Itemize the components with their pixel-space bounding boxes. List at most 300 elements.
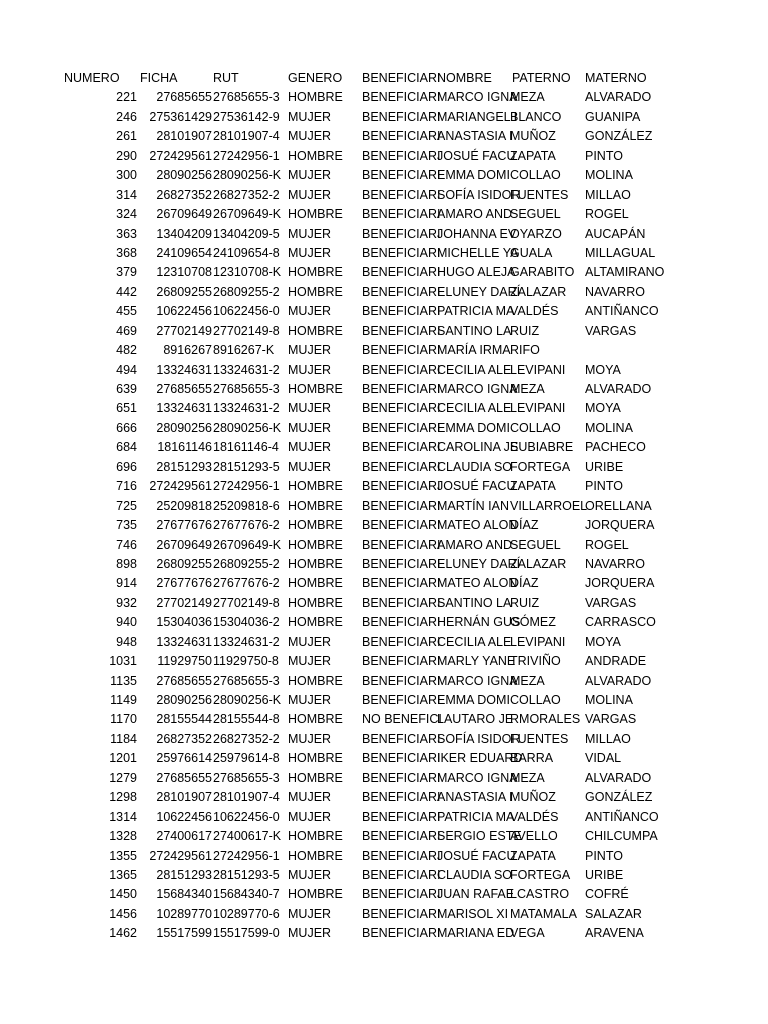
rut-cell: 27685655-3 [213,770,280,785]
genero-cell: MUJER [288,634,332,649]
rut-cell: 27242956-1 [213,848,280,863]
numero-cell: 379 [116,265,137,280]
spreadsheet-table [0,69,768,944]
nombre-cell: ANASTASIA I [437,790,513,805]
genero-cell: MUJER [288,654,332,669]
materno-cell: ORELLANA [585,498,652,513]
beneficiario-cell: BENEFICIARI [362,265,441,280]
paterno-cell: ZAPATA [510,148,556,163]
materno-cell: ANDRADE [585,654,647,669]
header-ficha: FICHA [140,71,178,85]
paterno-cell: TRIVIÑO [510,654,561,669]
table-row [0,847,768,866]
rut-cell: 13324631-2 [213,362,280,377]
ficha-cell: 27685655 [156,90,212,105]
materno-cell: GUANIPA [585,109,641,124]
numero-cell: 1450 [109,887,137,902]
materno-cell: PINTO [585,148,623,163]
table-row [0,283,768,302]
numero-cell: 696 [116,459,137,474]
rut-cell: 15304036-2 [213,615,280,630]
table-row [0,652,768,671]
ficha-cell: 11929750 [157,654,212,669]
materno-cell: ROGEL [585,537,629,552]
rut-cell: 27677676-2 [213,518,280,533]
beneficiario-cell: BENEFICIARI [362,595,441,610]
genero-cell: MUJER [288,168,332,183]
ficha-cell: 27702149 [156,595,212,610]
table-row [0,749,768,768]
table-row [0,399,768,418]
beneficiario-cell: BENEFICIARI [362,906,441,921]
nombre-cell: ELUNEY DARÍ [437,556,521,571]
rut-cell: 28101907-4 [213,129,280,144]
paterno-cell: BARRA [510,751,554,766]
table-row [0,88,768,107]
nombre-cell: AMARO AND [437,537,513,552]
paterno-cell: FORTEGA [510,867,571,882]
ficha-cell: 18161146 [157,440,212,455]
rut-cell: 27685655-3 [213,673,280,688]
paterno-cell: ZALAZAR [510,284,567,299]
table-row [0,808,768,827]
paterno-cell: LEVIPANI [510,634,566,649]
beneficiario-cell: BENEFICIARI [362,440,441,455]
ficha-cell: 27400617 [156,829,212,844]
beneficiario-cell: BENEFICIARI [362,304,441,319]
nombre-cell: MARTÍN IAN [437,498,509,513]
table-row [0,710,768,729]
nombre-cell: JOHANNA EV [437,226,517,241]
beneficiario-cell: BENEFICIARI [362,168,441,183]
header-rut: RUT [213,71,239,85]
paterno-cell: SEGUEL [510,207,561,222]
numero-cell: 1355 [109,848,137,863]
rut-cell: 18161146-4 [213,440,279,455]
numero-cell: 716 [116,479,137,494]
rut-cell: 27242956-1 [213,148,280,163]
genero-cell: MUJER [288,343,332,358]
beneficiario-cell: BENEFICIARI [362,323,441,338]
paterno-cell: VALDÉS [510,809,559,824]
numero-cell: 324 [116,207,137,222]
materno-cell: ALTAMIRANO [585,265,665,280]
beneficiario-cell: NO BENEFICI [362,712,442,727]
paterno-cell: MATAMALA [510,906,577,921]
table-row [0,419,768,438]
numero-cell: 455 [116,304,137,319]
beneficiario-cell: BENEFICIARI [362,790,441,805]
paterno-cell: VEGA [510,926,545,941]
paterno-cell: LCASTRO [510,887,570,902]
paterno-cell: AVELLO [510,829,558,844]
beneficiario-cell: BENEFICIARI [362,867,441,882]
table-row [0,186,768,205]
rut-cell: 26827352-2 [213,731,280,746]
numero-cell: 684 [116,440,137,455]
numero-cell: 1184 [110,731,137,746]
table-row [0,613,768,632]
rut-cell: 28090256-K [213,168,282,183]
genero-cell: HOMBRE [288,207,343,222]
nombre-cell: MARIANGEL I [437,109,518,124]
ficha-cell: 272429561 [149,848,212,863]
nombre-cell: SOFÍA ISIDOR [437,731,521,746]
numero-cell: 1298 [109,790,137,805]
numero-cell: 639 [116,382,137,396]
beneficiario-cell: BENEFICIARI [362,187,441,202]
genero-cell: HOMBRE [288,265,343,280]
table-row [0,536,768,555]
genero-cell: HOMBRE [288,148,343,163]
table-row [0,205,768,224]
table-row [0,885,768,904]
genero-cell: HOMBRE [288,537,343,552]
beneficiario-cell: BENEFICIARI [362,654,441,669]
paterno-cell: RIFO [510,343,540,358]
rut-cell: 24109654-8 [213,245,280,260]
genero-cell: HOMBRE [288,595,343,610]
nombre-cell: MARCO IGNA [437,90,518,105]
ficha-cell: 26709649 [156,537,212,552]
rut-cell: 28155544-8 [213,712,280,727]
materno-cell: MOYA [585,401,621,416]
beneficiario-cell: BENEFICIARI [362,401,441,416]
ficha-cell: 25976614 [156,751,212,766]
paterno-cell: MEZA [510,770,545,785]
materno-cell: PINTO [585,848,623,863]
paterno-cell: BLANCO [510,109,562,124]
materno-cell: MILLAO [585,731,631,746]
paterno-cell: MEZA [510,90,545,105]
nombre-cell: MARIANA ED [437,926,515,941]
materno-cell: PINTO [585,479,623,494]
rut-cell: 10622456-0 [213,304,280,319]
beneficiario-cell: BENEFICIARI [362,90,441,105]
beneficiario-cell: BENEFICIARI [362,693,441,707]
beneficiario-cell: BENEFICIARI [362,226,441,241]
ficha-cell: 26827352 [156,731,212,746]
nombre-cell: MICHELLE YA [437,245,519,260]
paterno-cell: RUIZ [510,323,540,338]
numero-cell: 940 [116,615,137,630]
ficha-cell: 272429561 [149,479,212,494]
beneficiario-cell: BENEFICIARI [362,518,441,533]
genero-cell: HOMBRE [288,673,343,688]
ficha-cell: 25209818 [156,498,212,513]
table-row [0,730,768,749]
materno-cell: JORQUERA [585,518,655,533]
nombre-cell: SERGIO ESTE [437,829,522,844]
header-genero: GENERO [288,71,343,85]
rut-cell: 28151293-5 [213,459,280,474]
ficha-cell: 27685655 [156,673,212,688]
numero-cell: 1365 [109,867,137,882]
numero-cell: 368 [116,245,137,260]
ficha-cell: 275361429 [149,109,212,124]
ficha-cell: 24109654 [156,245,212,260]
table-row [0,905,768,924]
beneficiario-cell: BENEFICIARI [362,420,441,435]
rut-cell: 15684340-7 [213,887,280,902]
paterno-cell: RUIZ [510,595,540,610]
nombre-cell: IKER EDUARD [437,751,523,766]
genero-cell: HOMBRE [288,90,343,105]
paterno-cell: ZAPATA [510,479,556,494]
table-row [0,166,768,185]
materno-cell: VARGAS [585,323,637,338]
rut-cell: 13404209-5 [213,226,280,241]
ficha-cell: 26709649 [156,207,212,222]
rut-cell: 27702149-8 [213,595,280,610]
genero-cell: MUJER [288,731,332,746]
table-row [0,672,768,691]
rut-cell: 12310708-K [213,265,282,280]
materno-cell: COFRÉ [585,887,629,902]
materno-cell: PACHECO [585,440,646,455]
genero-cell: HOMBRE [288,479,343,494]
rut-cell: 28101907-4 [213,790,280,805]
nombre-cell: MARCO IGNA [437,673,518,688]
genero-cell: MUJER [288,906,332,921]
nombre-cell: JOSUÉ FACU [437,479,516,494]
nombre-cell: MARCO IGNA [437,382,518,396]
materno-cell: MOYA [585,362,621,377]
genero-cell: MUJER [288,304,332,319]
materno-cell: VARGAS [585,712,637,727]
table-row [0,244,768,263]
nombre-cell: CECILIA ALE [437,401,512,416]
materno-cell: GONZÁLEZ [585,129,653,144]
beneficiario-cell: BENEFICIARI [362,809,441,824]
materno-cell: MOLINA [585,420,633,435]
table-row [0,147,768,166]
rut-cell: 26809255-2 [213,284,280,299]
genero-cell: MUJER [288,440,332,455]
paterno-cell: MUÑOZ [510,129,556,144]
genero-cell: MUJER [288,109,332,124]
ficha-cell: 13404209 [156,226,212,241]
beneficiario-cell: BENEFICIARI [362,615,441,630]
table-row [0,691,768,710]
paterno-cell: DÍAZ [510,576,539,591]
paterno-cell: ZALAZAR [510,556,567,571]
beneficiario-cell: BENEFICIARI [362,284,441,299]
header-numero: NUMERO [64,71,120,85]
header-paterno: PATERNO [512,71,571,85]
table-row [0,477,768,496]
numero-cell: 1279 [109,770,137,785]
paterno-cell: GÓMEZ [510,615,556,630]
genero-cell: MUJER [288,926,332,941]
nombre-cell: SANTINO LA [437,323,512,338]
materno-cell: NAVARRO [585,556,645,571]
paterno-cell: VALDÉS [510,304,559,319]
table-row [0,769,768,788]
genero-cell: HOMBRE [288,615,343,630]
paterno-cell: DÍAZ [510,518,539,533]
beneficiario-cell: BENEFICIARI [362,129,441,144]
nombre-cell: CLAUDIA SO [437,867,513,882]
genero-cell: HOMBRE [288,556,343,571]
paterno-cell: SUBIABRE [510,440,574,455]
genero-cell: MUJER [288,790,332,805]
numero-cell: 651 [116,401,137,416]
materno-cell: GONZÁLEZ [585,790,653,805]
numero-cell: 914 [116,576,137,591]
paterno-cell: COLLAO [510,693,561,707]
rut-cell: 13324631-2 [213,401,280,416]
genero-cell: MUJER [288,129,332,144]
paterno-cell: COLLAO [510,168,561,183]
ficha-cell: 27685655 [156,382,212,396]
ficha-cell: 28151293 [156,459,212,474]
paterno-cell: VILLARROEL [510,498,588,513]
materno-cell: ROGEL [585,207,629,222]
paterno-cell: MEZA [510,673,545,688]
materno-cell: JORQUERA [585,576,655,591]
ficha-cell: 15304036 [156,615,212,630]
beneficiario-cell: BENEFICIARI [362,926,441,941]
beneficiario-cell: BENEFICIARI [362,556,441,571]
rut-cell: 27242956-1 [213,479,280,494]
ficha-cell: 8916267 [163,343,212,358]
numero-cell: 948 [116,634,137,649]
numero-cell: 261 [116,129,137,144]
materno-cell: SALAZAR [585,906,642,921]
ficha-cell: 27677676 [156,576,212,591]
genero-cell: HOMBRE [288,751,343,766]
nombre-cell: MARISOL XI [437,906,509,921]
paterno-cell: FUENTES [510,187,569,202]
materno-cell: ANTIÑANCO [585,304,659,319]
beneficiario-cell: BENEFICIARI [362,148,441,163]
paterno-cell: GUALA [510,245,553,260]
beneficiario-cell: BENEFICIARI [362,459,441,474]
numero-cell: 221 [116,90,137,105]
ficha-cell: 27685655 [156,770,212,785]
ficha-cell: 27702149 [156,323,212,338]
genero-cell: MUJER [288,459,332,474]
table-row [0,574,768,593]
rut-cell: 27702149-8 [213,323,280,338]
nombre-cell: MARÍA IRMA [437,343,511,358]
ficha-cell: 12310708 [156,265,212,280]
paterno-cell: FUENTES [510,731,569,746]
numero-cell: 1314 [109,809,137,824]
ficha-cell: 28155544 [156,712,212,727]
ficha-cell: 13324631 [156,634,212,649]
table-row [0,302,768,321]
beneficiario-cell: BENEFICIARI [362,848,441,863]
materno-cell: VARGAS [585,595,637,610]
genero-cell: MUJER [288,420,332,435]
table-row [0,380,768,399]
numero-cell: 494 [116,362,137,377]
genero-cell: HOMBRE [288,887,343,902]
beneficiario-cell: BENEFICIARI [362,382,441,396]
numero-cell: 482 [116,343,137,358]
rut-cell: 25979614-8 [213,751,280,766]
rut-cell: 8916267-K [213,343,275,358]
materno-cell: CHILCUMPA [585,829,658,844]
materno-cell: MOLINA [585,168,633,183]
beneficiario-cell: BENEFICIARI [362,887,441,902]
materno-cell: ARAVENA [585,926,644,941]
materno-cell: ALVARADO [585,770,652,785]
nombre-cell: ELUNEY DARÍ [437,284,521,299]
table-row [0,341,768,360]
rut-cell: 10289770-6 [213,906,280,921]
genero-cell: MUJER [288,226,332,241]
beneficiario-cell: BENEFICIARI [362,576,441,591]
ficha-cell: 15517599 [156,926,212,941]
nombre-cell: JUAN RAFAE [437,887,515,902]
numero-cell: 1170 [110,712,137,727]
numero-cell: 469 [116,323,137,338]
nombre-cell: CAROLINA JE [437,440,519,455]
genero-cell: MUJER [288,187,332,202]
genero-cell: HOMBRE [288,712,343,727]
table-row [0,866,768,885]
numero-cell: 1149 [110,693,137,707]
materno-cell: ALVARADO [585,90,652,105]
paterno-cell: SEGUEL [510,537,561,552]
nombre-cell: CLAUDIA SO [437,459,513,474]
beneficiario-cell: BENEFICIARI [362,751,441,766]
ficha-cell: 28090256 [156,693,212,707]
genero-cell: MUJER [288,693,332,707]
rut-cell: 11929750-8 [213,654,279,669]
rut-cell: 26809255-2 [213,556,280,571]
materno-cell: URIBE [585,459,624,474]
table-row [0,438,768,457]
paterno-cell: OYARZO [510,226,562,241]
genero-cell: HOMBRE [288,323,343,338]
table-row [0,827,768,846]
table-row [0,788,768,807]
table-row [0,322,768,341]
paterno-cell: GARABITO [510,265,575,280]
rut-cell: 28090256-K [213,420,282,435]
ficha-cell: 13324631 [156,362,212,377]
materno-cell: MOYA [585,634,621,649]
nombre-cell: MARLY YANE [437,654,516,669]
ficha-cell: 28090256 [156,420,212,435]
nombre-cell: MATEO ALON [437,576,518,591]
paterno-cell: LEVIPANI [510,401,566,416]
nombre-cell: EMMA DOMI [437,420,510,435]
nombre-cell: EMMA DOMI [437,168,510,183]
table-row [0,263,768,282]
rut-cell: 26709649-K [213,537,282,552]
beneficiario-cell: BENEFICIARI [362,343,441,358]
paterno-cell: LEVIPANI [510,362,566,377]
paterno-cell: COLLAO [510,420,561,435]
numero-cell: 666 [116,420,137,435]
beneficiario-cell: BENEFICIARI [362,829,441,844]
materno-cell: MOLINA [585,693,633,707]
paterno-cell: ZAPATA [510,848,556,863]
genero-cell: HOMBRE [288,848,343,863]
nombre-cell: MARCO IGNA [437,770,518,785]
nombre-cell: EMMA DOMI [437,693,510,707]
nombre-cell: LAUTARO JE [437,712,514,727]
nombre-cell: PATRICIA MA [437,809,515,824]
nombre-cell: HERNÁN GUS [437,615,521,630]
numero-cell: 1201 [109,751,137,766]
numero-cell: 442 [116,284,137,299]
